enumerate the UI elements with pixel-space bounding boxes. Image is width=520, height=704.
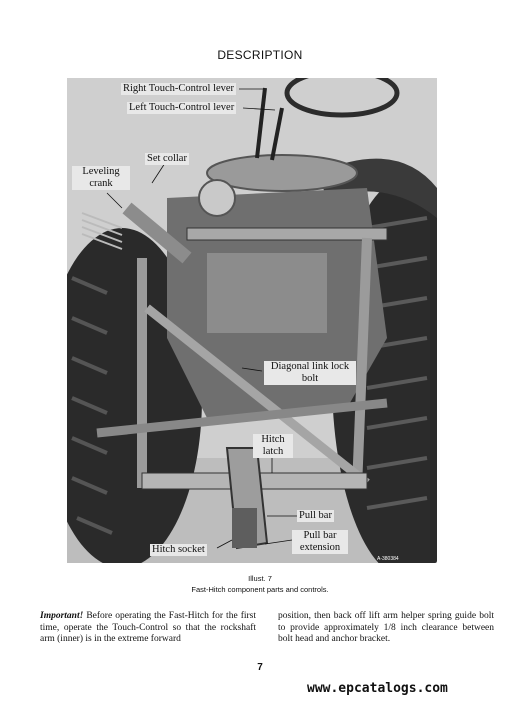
label-diagonal-link-lock-bolt: Diagonal link lock bolt <box>264 361 356 385</box>
photo-code: A-380384 <box>377 556 399 562</box>
label-hitch-latch: Hitch latch <box>253 434 293 458</box>
important-lead: Important! <box>40 611 84 621</box>
body-text-left: Before operating the Fast-Hitch for the first time, operate the Touch-Control so that the rockshaft arm (inner) is in the extreme forward <box>40 611 256 644</box>
label-left-touch-control: Left Touch-Control lever <box>129 102 235 113</box>
body-column-left <box>40 611 256 646</box>
label-right-touch-control: Right Touch-Control lever <box>123 83 235 94</box>
watermark: www.epcatalogs.com <box>307 681 448 696</box>
tractor-photo <box>67 78 437 563</box>
illustration-number: Illust. 7 <box>248 574 272 583</box>
label-pull-bar-extension: Pull bar extension <box>292 530 348 554</box>
label-pull-bar: Pull bar <box>299 510 332 521</box>
body-column-right: position, then back off lift arm helper spring guide bolt to provide approximately 1/8 inch clearance between bolt head and anchor bracket. <box>278 611 494 644</box>
page-heading: DESCRIPTION <box>217 48 303 62</box>
tractor-illustration <box>67 78 437 563</box>
page-number: 7 <box>257 662 263 673</box>
label-set-collar: Set collar <box>147 153 187 164</box>
label-leveling-crank: Leveling crank <box>72 166 130 190</box>
label-hitch-socket: Hitch socket <box>152 544 205 555</box>
illustration-caption: Fast-Hitch component parts and controls. <box>191 585 329 594</box>
